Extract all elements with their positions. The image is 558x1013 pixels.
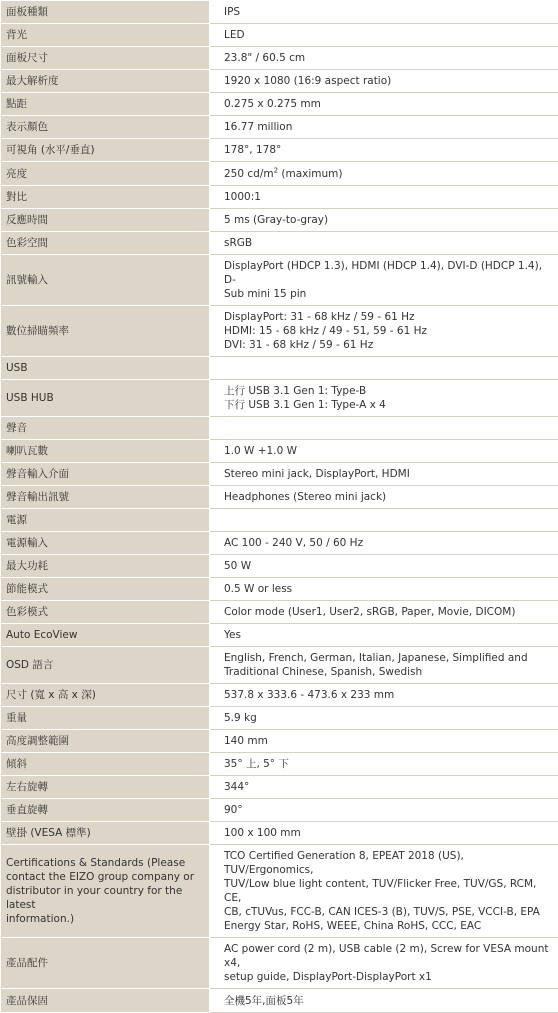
spec-label: 聲音輸入介面 — [1, 463, 210, 486]
spec-value-text: 0.5 W or less — [224, 583, 293, 595]
spec-value-line — [224, 143, 553, 157]
spec-row — [1, 463, 558, 486]
spec-value-text: 1.0 W +1.0 W — [224, 445, 297, 457]
spec-value-line — [224, 651, 553, 665]
spec-value — [210, 380, 558, 417]
spec-label: 訊號輸入 — [1, 255, 210, 306]
spec-value — [210, 209, 558, 232]
spec-value — [210, 845, 558, 938]
spec-value-text: 140 mm — [224, 735, 268, 747]
spec-label: OSD 語言 — [1, 647, 210, 684]
spec-value-text: 下行 USB 3.1 Gen 1: Type-A x 4 — [224, 399, 386, 411]
spec-row — [1, 578, 558, 601]
spec-value — [210, 139, 558, 162]
spec-value — [210, 578, 558, 601]
spec-value-text: 250 cd/m — [224, 167, 274, 180]
spec-label: 色彩模式 — [1, 601, 210, 624]
spec-label: 左右旋轉 — [1, 776, 210, 799]
spec-row — [1, 601, 558, 624]
spec-value-text: Headphones (Stereo mini jack) — [224, 491, 387, 503]
spec-row — [1, 306, 558, 357]
spec-value-line — [224, 734, 553, 748]
spec-row — [1, 684, 558, 707]
spec-value-text: TCO Certified Generation 8, EPEAT 2018 (US), TUV/Ergonomics, — [224, 850, 464, 876]
spec-value — [210, 707, 558, 730]
spec-value-text: 537.8 x 333.6 - 473.6 x 233 mm — [224, 689, 395, 701]
spec-label: 聲音 — [1, 417, 210, 440]
spec-row — [1, 380, 558, 417]
spec-value-line — [224, 120, 553, 134]
spec-label-line: information.) — [6, 913, 75, 925]
spec-row — [1, 753, 558, 776]
spec-row — [1, 139, 558, 162]
spec-value-line — [224, 905, 553, 919]
spec-value-line — [224, 536, 553, 550]
spec-value-text: DisplayPort: 31 - 68 kHz / 59 - 61 Hz — [224, 311, 415, 323]
spec-label: 數位掃瞄頻率 — [1, 306, 210, 357]
spec-value-line — [224, 490, 553, 504]
spec-label: 最大功耗 — [1, 555, 210, 578]
spec-row — [1, 162, 558, 186]
spec-value — [210, 186, 558, 209]
spec-value — [210, 306, 558, 357]
spec-value — [210, 555, 558, 578]
spec-value-line — [224, 310, 553, 324]
spec-value — [210, 93, 558, 116]
spec-row — [1, 116, 558, 139]
spec-value-text: 16.77 million — [224, 121, 293, 133]
spec-value-line — [224, 190, 553, 204]
spec-label: 壁掛 (VESA 標準) — [1, 822, 210, 845]
spec-value — [210, 509, 558, 532]
spec-row — [1, 209, 558, 232]
spec-label: 電源 — [1, 509, 210, 532]
spec-label: 產品配件 — [1, 938, 210, 989]
spec-row — [1, 555, 558, 578]
spec-value — [210, 486, 558, 509]
spec-value-text: HDMI: 15 - 68 kHz / 49 - 51, 59 - 61 Hz — [224, 325, 428, 337]
spec-value — [210, 417, 558, 440]
spec-value-text: Sub mini 15 pin — [224, 288, 307, 300]
spec-label: USB HUB — [1, 380, 210, 417]
spec-row — [1, 989, 558, 1013]
spec-value — [210, 70, 558, 93]
spec-label: 最大解析度 — [1, 70, 210, 93]
spec-value — [210, 684, 558, 707]
spec-label-line: Certifications & Standards (Please — [6, 857, 186, 869]
spec-row — [1, 186, 558, 209]
spec-row — [1, 509, 558, 532]
spec-row — [1, 357, 558, 380]
spec-row — [1, 232, 558, 255]
spec-value — [210, 799, 558, 822]
spec-value-line — [224, 213, 553, 227]
spec-value — [210, 776, 558, 799]
spec-label: 喇叭瓦數 — [1, 440, 210, 463]
spec-row — [1, 417, 558, 440]
spec-value-line — [224, 287, 553, 301]
spec-value-line — [224, 582, 553, 596]
spec-value-text: 23.8" / 60.5 cm — [224, 52, 306, 64]
spec-value-line — [224, 338, 553, 352]
spec-value-line — [224, 877, 553, 905]
spec-label: 重量 — [1, 707, 210, 730]
spec-value — [210, 440, 558, 463]
spec-value-line — [224, 688, 553, 702]
spec-value — [210, 989, 558, 1013]
spec-label: Auto EcoView — [1, 624, 210, 647]
spec-value-line — [224, 559, 553, 573]
spec-label: 反應時間 — [1, 209, 210, 232]
spec-value — [210, 24, 558, 47]
spec-row — [1, 845, 558, 938]
spec-row — [1, 1, 558, 24]
spec-value-text: AC power cord (2 m), USB cable (2 m), Screw for VESA mount x4, — [224, 943, 549, 969]
spec-value-line — [224, 665, 553, 679]
spec-row — [1, 647, 558, 684]
spec-row — [1, 486, 558, 509]
spec-label: 面板種類 — [1, 1, 210, 24]
spec-value — [210, 116, 558, 139]
spec-value-text: 5.9 kg — [224, 712, 257, 724]
spec-value-text: DVI: 31 - 68 kHz / 59 - 61 Hz — [224, 339, 374, 351]
spec-value — [210, 1, 558, 24]
spec-value-text: Yes — [224, 629, 241, 641]
spec-value-text: IPS — [224, 6, 241, 18]
superscript: 2 — [273, 166, 279, 174]
spec-value — [210, 938, 558, 989]
spec-value-text: 1000:1 — [224, 191, 261, 203]
spec-value-text: Color mode (User1, User2, sRGB, Paper, Movie, DICOM) — [224, 606, 516, 618]
spec-value — [210, 463, 558, 486]
spec-row — [1, 47, 558, 70]
spec-value-line — [224, 711, 553, 725]
spec-value-text: 344° — [224, 781, 250, 793]
spec-label — [1, 845, 210, 938]
spec-label: 節能模式 — [1, 578, 210, 601]
spec-value-text: CB, cTUVus, FCC-B, CAN ICES-3 (B), TUV/S, PSE, VCCI-B, EPA — [224, 906, 540, 918]
spec-label: 產品保固 — [1, 989, 210, 1013]
spec-label: USB — [1, 357, 210, 380]
spec-value-line — [224, 826, 553, 840]
spec-value-line — [224, 74, 553, 88]
spec-value — [210, 730, 558, 753]
spec-value-line — [224, 5, 553, 19]
spec-value-line — [224, 919, 553, 933]
spec-value-line — [224, 849, 553, 877]
spec-value-line — [224, 51, 553, 65]
spec-value-text: 178°, 178° — [224, 144, 282, 156]
spec-row — [1, 532, 558, 555]
spec-row — [1, 730, 558, 753]
spec-value — [210, 232, 558, 255]
spec-value — [210, 357, 558, 380]
spec-row — [1, 707, 558, 730]
spec-value-line — [224, 970, 553, 984]
spec-row — [1, 624, 558, 647]
spec-row — [1, 24, 558, 47]
spec-label: 點距 — [1, 93, 210, 116]
spec-value-text: TUV/Low blue light content, TUV/Flicker Free, TUV/GS, RCM, CE, — [224, 878, 537, 904]
spec-row — [1, 255, 558, 306]
spec-value-text: setup guide, DisplayPort-DisplayPort x1 — [224, 971, 432, 983]
spec-value — [210, 647, 558, 684]
spec-value-line — [224, 398, 553, 412]
spec-value-text: Traditional Chinese, Spanish, Swedish — [224, 666, 423, 678]
spec-value-text: Stereo mini jack, DisplayPort, HDMI — [224, 468, 410, 480]
spec-value-line — [224, 994, 553, 1008]
spec-label: 高度調整範圍 — [1, 730, 210, 753]
spec-label: 垂直旋轉 — [1, 799, 210, 822]
spec-label: 可視角 (水平/垂直) — [1, 139, 210, 162]
spec-value-line — [224, 236, 553, 250]
spec-row — [1, 93, 558, 116]
spec-value-line — [224, 28, 553, 42]
spec-row — [1, 799, 558, 822]
spec-value-text: 35° 上, 5° 下 — [224, 758, 289, 770]
spec-label-line: distributor in your country for the latest — [6, 885, 183, 911]
spec-value-text: 1920 x 1080 (16:9 aspect ratio) — [224, 75, 392, 87]
spec-label: 電源輸入 — [1, 532, 210, 555]
spec-table-body — [1, 1, 558, 1013]
spec-label: 亮度 — [1, 162, 210, 186]
spec-label: 背光 — [1, 24, 210, 47]
spec-value-text: 90° — [224, 804, 243, 816]
spec-label: 尺寸 (寬 x 高 x 深) — [1, 684, 210, 707]
spec-label: 聲音輸出訊號 — [1, 486, 210, 509]
spec-value-text: LED — [224, 29, 245, 41]
spec-value-text: English, French, German, Italian, Japanese, Simplified and — [224, 652, 528, 664]
spec-value-line — [224, 97, 553, 111]
spec-value-line — [224, 628, 553, 642]
spec-value-line — [224, 444, 553, 458]
spec-value-line — [224, 942, 553, 970]
spec-value-line — [224, 803, 553, 817]
spec-value-text: Energy Star, RoHS, WEEE, China RoHS, CCC, EAC — [224, 920, 482, 932]
spec-label-line: contact the EIZO group company or — [6, 871, 195, 883]
spec-value-text: DisplayPort (HDCP 1.3), HDMI (HDCP 1.4), DVI-D (HDCP 1.4), D- — [224, 260, 543, 286]
spec-value-text: 50 W — [224, 560, 252, 572]
spec-value-line — [224, 167, 553, 181]
spec-value-line — [224, 259, 553, 287]
spec-value-suffix: (maximum) — [278, 167, 343, 180]
spec-row — [1, 776, 558, 799]
spec-row — [1, 822, 558, 845]
spec-value-line — [224, 324, 553, 338]
spec-value — [210, 162, 558, 186]
spec-label: 表示顏色 — [1, 116, 210, 139]
spec-row — [1, 70, 558, 93]
spec-value-text: 全機5年,面板5年 — [224, 994, 304, 1007]
spec-value — [210, 255, 558, 306]
spec-value-text: AC 100 - 240 V, 50 / 60 Hz — [224, 537, 364, 549]
spec-value-text: 上行 USB 3.1 Gen 1: Type-B — [224, 385, 367, 397]
spec-value — [210, 601, 558, 624]
spec-row — [1, 938, 558, 989]
spec-value-text: 5 ms (Gray-to-gray) — [224, 214, 329, 226]
spec-value — [210, 753, 558, 776]
spec-label: 對比 — [1, 186, 210, 209]
spec-row — [1, 440, 558, 463]
spec-value-text: sRGB — [224, 237, 253, 249]
spec-value — [210, 47, 558, 70]
spec-label: 傾斜 — [1, 753, 210, 776]
spec-value-line — [224, 384, 553, 398]
spec-value-line — [224, 467, 553, 481]
spec-value-line — [224, 757, 553, 771]
spec-value — [210, 822, 558, 845]
spec-label: 色彩空間 — [1, 232, 210, 255]
spec-value-line — [224, 605, 553, 619]
spec-value — [210, 624, 558, 647]
spec-value-text: 100 x 100 mm — [224, 827, 301, 839]
spec-value-text: 0.275 x 0.275 mm — [224, 98, 321, 110]
spec-label: 面板尺寸 — [1, 47, 210, 70]
spec-value-line — [224, 780, 553, 794]
spec-value — [210, 532, 558, 555]
